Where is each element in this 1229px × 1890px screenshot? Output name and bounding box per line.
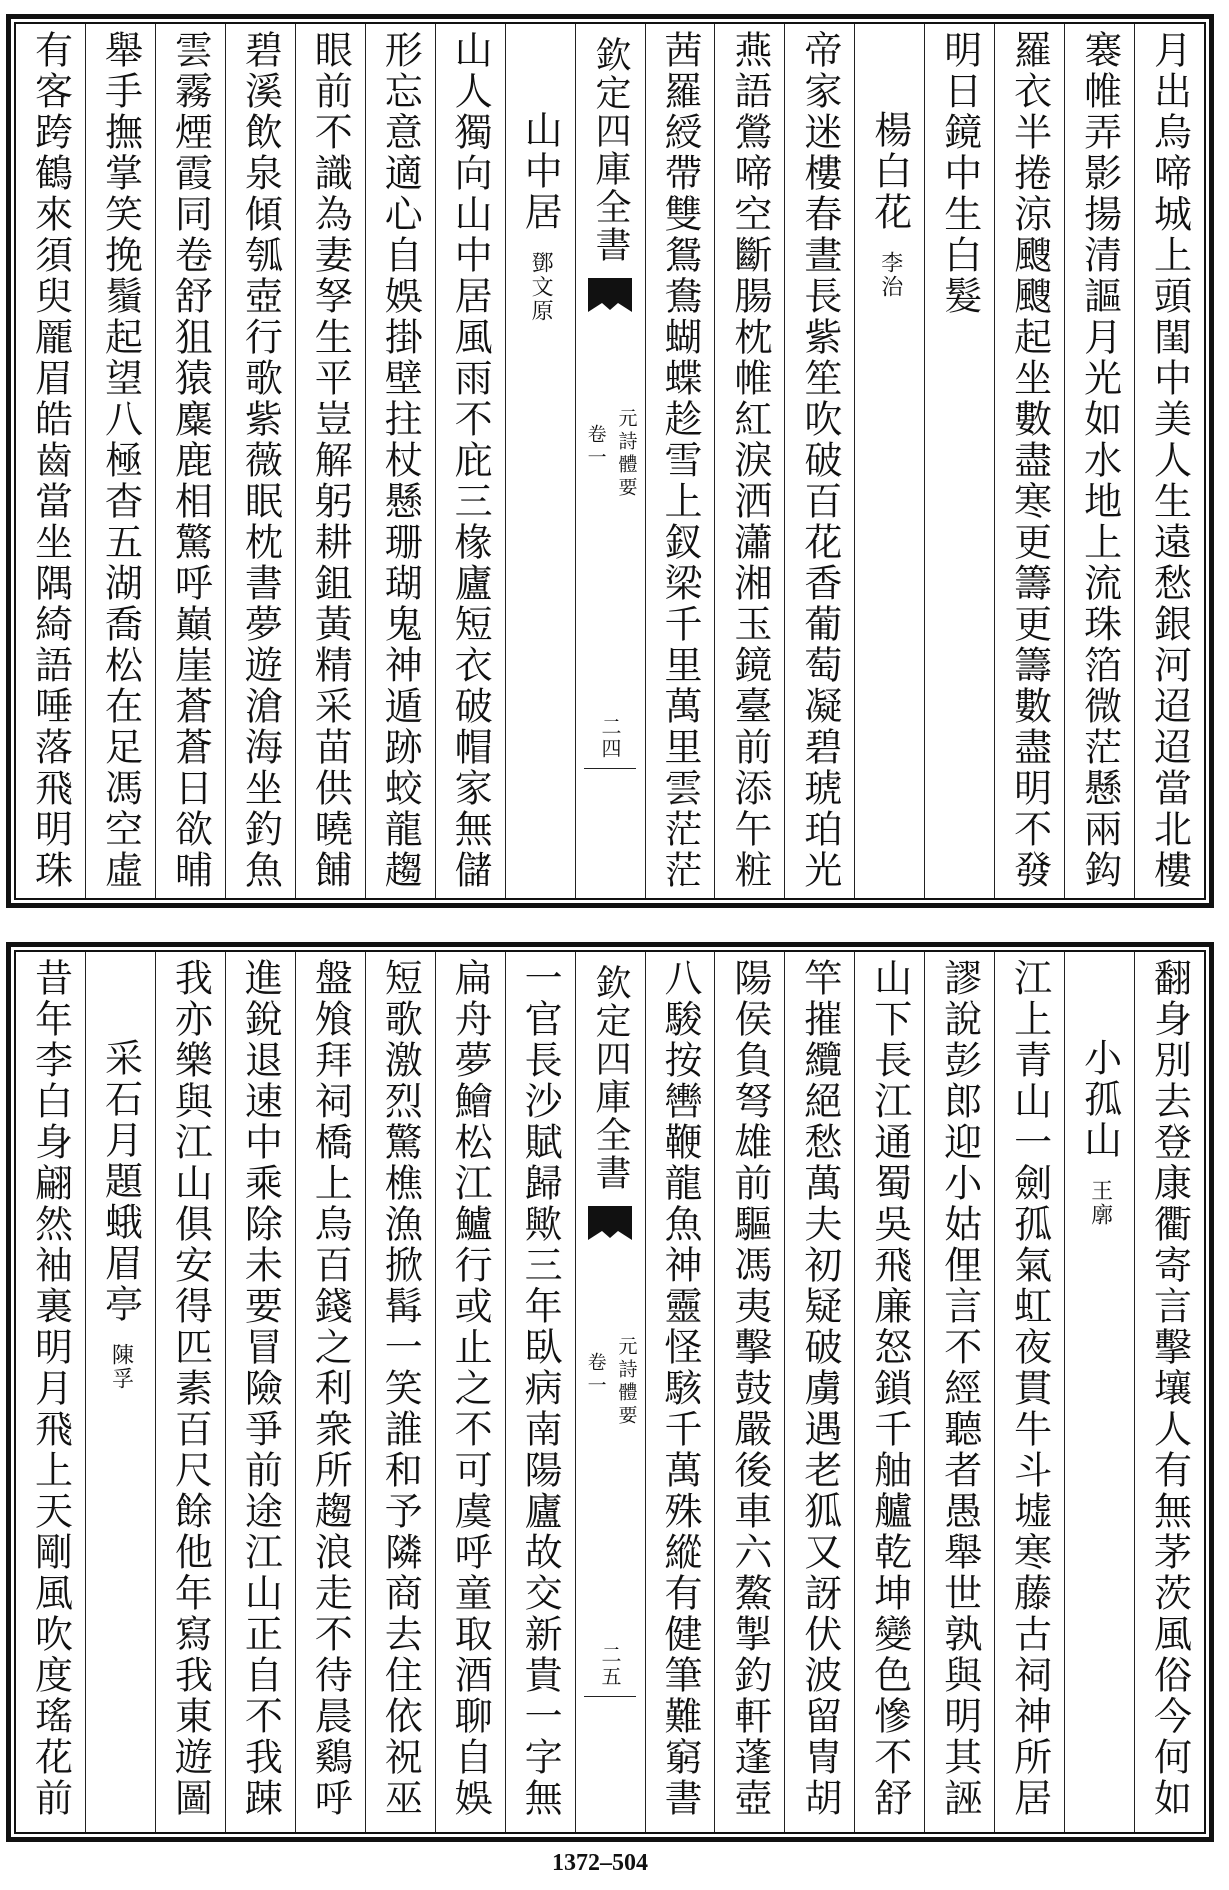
folio-top [6, 14, 1214, 908]
column-grid [16, 24, 1204, 898]
verse-column [16, 952, 85, 1832]
verse-column [994, 24, 1064, 898]
folio-frame [14, 22, 1206, 900]
collection-title: 欽定四庫全書 [590, 964, 632, 1192]
folio-rule [584, 1696, 636, 1697]
verse-column [924, 24, 994, 898]
verse-text: 短歌激烈驚樵漁掀髯一笑誰和予隣商去住依祝巫 [378, 958, 423, 1819]
verse-column [365, 24, 435, 898]
verse-column [225, 952, 295, 1832]
poem-title: 楊白花 [867, 110, 912, 233]
poem-title: 小孤山 [1077, 1038, 1122, 1161]
verse-text: 進銳退速中乘除未要冒險爭前途江山正自不我踈 [238, 958, 283, 1819]
verse-column [155, 24, 225, 898]
banxin-center-column [575, 952, 645, 1832]
verse-text: 月出烏啼城上頭閨中美人生遠愁銀河迢迢當北樓 [1147, 30, 1192, 891]
verse-column [784, 24, 854, 898]
verse-text: 舉手撫掌笑挽鬚起望八極杳五湖喬松在足馮空虛 [98, 30, 143, 891]
verse-column [295, 952, 365, 1832]
book-title: 元詩體要 [615, 408, 638, 500]
verse-text: 一官長沙賦歸歟三年臥病南陽廬故交新貴一字無 [518, 958, 563, 1819]
verse-text: 山下長江通蜀吳飛廉怒鎖千舳艫乾坤變色慘不舒 [867, 958, 912, 1819]
poem-title: 山中居 [518, 110, 563, 233]
verse-column [645, 952, 715, 1832]
verse-text: 羅衣半捲涼颼颼起坐數盡寒更籌更籌數盡明不發 [1007, 30, 1052, 891]
verse-text: 燕語鶯啼空斷腸枕帷紅淚洒瀟湘玉鏡臺前添午粧 [727, 30, 772, 891]
verse-text: 褰帷弄影揚清謳月光如水地上流珠箔微茫懸兩鈎 [1077, 30, 1122, 891]
book-title: 元詩體要 [615, 1336, 638, 1428]
banxin-center-column [575, 24, 645, 898]
verse-text: 八駿按轡鞭龍魚神靈怪駭千萬殊縱有健筆難窮書 [657, 958, 702, 1819]
poem-author: 李治 [877, 251, 903, 299]
verse-column [16, 24, 85, 898]
poem-title-column [854, 24, 924, 898]
poem-title-column [505, 24, 575, 898]
verse-column [155, 952, 225, 1832]
verse-column [924, 952, 994, 1832]
verse-column [645, 24, 715, 898]
verse-text: 形忘意適心自娛掛壁拄杖懸珊瑚鬼神遁跡蛟龍趨 [378, 30, 423, 891]
verse-text: 帝家迷樓春晝長紫笙吹破百花香葡萄凝碧琥珀光 [797, 30, 842, 891]
verse-text: 山人獨向山中居風雨不庇三椽廬短衣破帽家無儲 [448, 30, 493, 891]
page-reference: 1372–504 [552, 1850, 648, 1876]
verse-column [225, 24, 295, 898]
fishtail-mark [588, 278, 632, 316]
verse-column [295, 24, 365, 898]
verse-text: 昔年李白身翩然袖裏明月飛上天剛風吹度瑤花前 [28, 958, 73, 1819]
poem-title-column [85, 952, 155, 1832]
verse-text: 雲霧煙霞同卷舒狙猿麋鹿相驚呼巔崖蒼蒼日欲晡 [168, 30, 213, 891]
verse-text: 盤飧拜祠橋上烏百錢之利衆所趨浪走不待晨鷄呼 [308, 958, 353, 1819]
verse-text: 茜羅綬帶雙鴛鴦蝴蝶趁雪上釵梁千里萬里雲茫茫 [657, 30, 702, 891]
verse-text: 碧溪飲泉傾瓠壺行歌紫薇眠枕書夢遊滄海坐釣魚 [238, 30, 283, 891]
folio-number: 二四 [598, 716, 623, 760]
verse-text: 翻身別去登康衢寄言擊壤人有無茅茨風俗今何如 [1147, 958, 1192, 1819]
folio-rule [584, 768, 636, 769]
verse-text: 我亦樂與江山俱安得匹素百尺餘他年寫我東遊圖 [168, 958, 213, 1819]
verse-column [85, 24, 155, 898]
verse-text: 謬說彭郎迎小姑俚言不經聽者愚舉世孰與明其誣 [937, 958, 982, 1819]
verse-text: 竿摧纜絕愁萬夫初疑破虜遇老狐又訝伏波留冑胡 [797, 958, 842, 1819]
verse-text: 明日鏡中生白髮 [937, 30, 982, 317]
folio-bottom [6, 942, 1214, 1842]
folio-number: 二五 [598, 1644, 623, 1688]
verse-column [435, 952, 505, 1832]
verse-column [1134, 952, 1204, 1832]
poem-title-column [1064, 952, 1134, 1832]
poem-title: 采石月題蛾眉亭 [98, 1038, 143, 1325]
verse-column [1134, 24, 1204, 898]
verse-column [714, 24, 784, 898]
verse-column [435, 24, 505, 898]
poem-author: 陳孚 [108, 1343, 134, 1391]
folio-frame [14, 950, 1206, 1834]
poem-author: 鄧文原 [528, 251, 554, 323]
collection-title: 欽定四庫全書 [590, 36, 632, 264]
verse-text: 江上青山一劍孤氣虹夜貫牛斗墟寒藤古祠神所居 [1007, 958, 1052, 1819]
verse-text: 有客跨鶴來須臾龎眉皓齒當坐隅綺語唾落飛明珠 [28, 30, 73, 891]
verse-column [505, 952, 575, 1832]
verse-column [714, 952, 784, 1832]
verse-text: 扁舟夢鱠松江鱸行或止之不可虞呼童取酒聊自娛 [448, 958, 493, 1819]
verse-column [854, 952, 924, 1832]
verse-column [994, 952, 1064, 1832]
column-grid [16, 952, 1204, 1832]
verse-text: 陽侯負弩雄前驅馮夷擊鼓嚴後車六鰲掣釣軒蓬壺 [727, 958, 772, 1819]
volume-label: 卷一 [584, 424, 607, 470]
volume-label: 卷一 [584, 1352, 607, 1398]
poem-author: 王廓 [1087, 1179, 1113, 1227]
verse-column [1064, 24, 1134, 898]
fishtail-mark [588, 1206, 632, 1244]
verse-text: 眼前不識為妻孥生平豈解躬耕鉏黃精采苗供曉餔 [308, 30, 353, 891]
verse-column [365, 952, 435, 1832]
verse-column [784, 952, 854, 1832]
